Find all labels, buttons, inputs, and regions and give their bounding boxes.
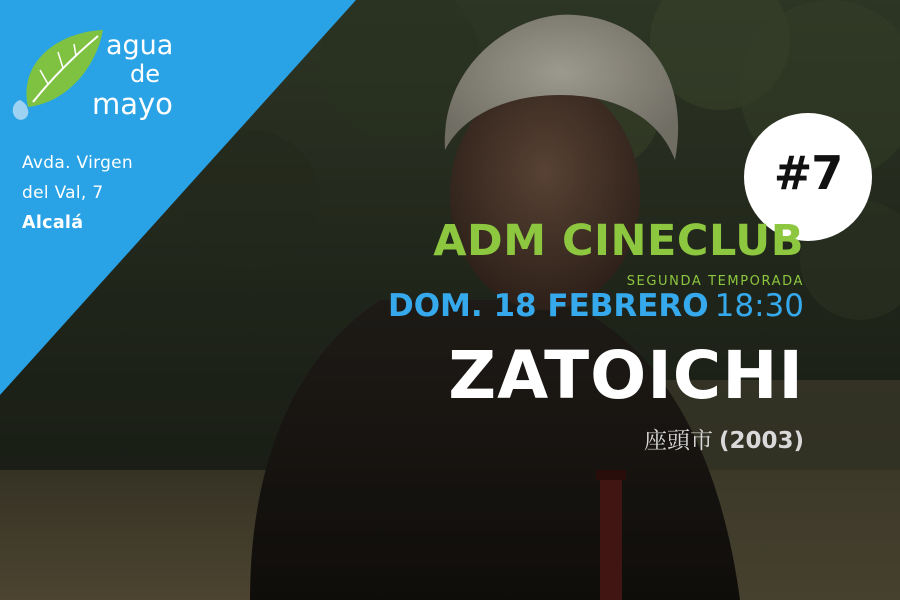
film-original-title-line: [644, 430, 804, 453]
event-datetime: [387, 288, 804, 324]
session-number: #7: [773, 146, 843, 200]
logo-word-agua: agua: [106, 30, 174, 61]
logo-word-de: de: [130, 60, 160, 88]
event-date: DOM. 18 FEBRERO: [387, 288, 709, 324]
logo-word-mayo: mayo: [92, 87, 173, 121]
leaf-icon: [13, 30, 103, 120]
film-title: ZATOICHI: [448, 337, 804, 414]
event-subtitle: SEGUNDA TEMPORADA: [626, 274, 804, 289]
agua-de-mayo-logo: [8, 22, 208, 132]
film-year: (2003): [718, 428, 804, 454]
film-original-title: 座頭市: [643, 428, 713, 454]
address-line-2: del Val, 7: [22, 183, 104, 203]
event-time: 18:30: [714, 288, 804, 324]
address-line-1: Avda. Virgen: [22, 153, 134, 173]
address-city: Alcalá: [22, 213, 84, 233]
event-title: ADM CINECLUB: [433, 216, 804, 266]
